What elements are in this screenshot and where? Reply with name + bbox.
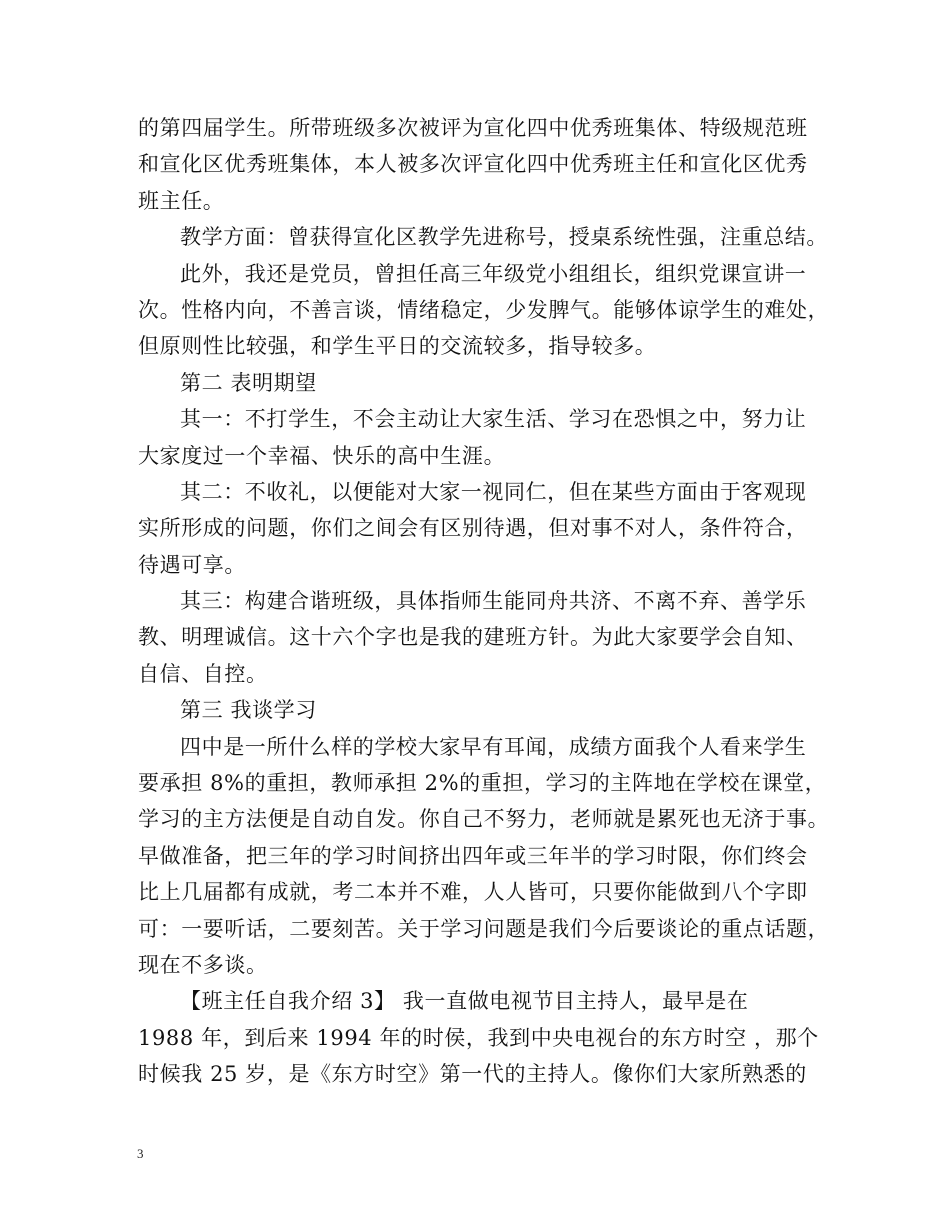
page-number: 3: [137, 1146, 144, 1161]
text-line: 教、明理诚信。这十六个字也是我的建班方针。为此大家要学会自知、: [138, 625, 808, 650]
text-line: 要承担 8%的重担，教师承担 2%的重担，学习的主阵地在学校在课堂，: [138, 771, 827, 796]
section-heading: 第二 表明期望: [180, 370, 317, 395]
text-line: 和宣化区优秀班集体，本人被多次评宣化四中优秀班主任和宣化区优秀: [138, 152, 808, 177]
text-line: 大家度过一个幸福、快乐的高中生涯。: [138, 443, 506, 468]
text-line: 其三：构建合谐班级，具体指师生能同舟共济、不离不弃、善学乐: [180, 589, 807, 614]
text-line: 四中是一所什么样的学校大家早有耳闻，成绩方面我个人看来学生: [180, 734, 807, 759]
text-line: 待遇可享。: [138, 552, 246, 577]
text-line: 但原则性比较强，和学生平日的交流较多，指导较多。: [138, 334, 657, 359]
text-line: 【班主任自我介绍 3】 我一直做电视节目主持人，最早是在: [180, 989, 749, 1014]
text-line: 早做准备，把三年的学习时间挤出四年或三年半的学习时限，你们终会: [138, 843, 808, 868]
text-line: 的第四届学生。所带班级多次被评为宣化四中优秀班集体、特级规范班: [138, 116, 808, 140]
body-text: [138, 110, 828, 1093]
text-line: 其二：不收礼，以便能对大家一视同仁，但在某些方面由于客观现: [180, 479, 807, 504]
text-line: 其一：不打学生，不会主动让大家生活、学习在恐惧之中，努力让: [180, 407, 807, 432]
text-line: 1988 年，到后来 1994 年的时侯，我到中央电视台的东方时空 ，那个: [138, 1025, 819, 1050]
text-line: 教学方面：曾获得宣化区教学先进称号，授桌系统性强，注重总结。: [180, 225, 828, 250]
section-heading: 第三 我谈学习: [180, 698, 317, 723]
text-line: 现在不多谈。: [138, 952, 268, 977]
text-line: 时候我 25 岁，是《东方时空》第一代的主持人。像你们大家所熟悉的: [138, 1062, 807, 1087]
text-line: 此外，我还是党员，曾担任高三年级党小组组长，组织党课宣讲一: [180, 261, 807, 286]
text-line: 自信、自控。: [138, 661, 268, 686]
text-line: 可：一要听话，二要刻苦。关于学习问题是我们今后要谈论的重点话题，: [138, 916, 830, 941]
text-line: 实所形成的问题，你们之间会有区别待遇，但对事不对人，条件符合，: [138, 516, 808, 541]
text-line: 次。性格内向，不善言谈，情绪稳定，少发脾气。能够体谅学生的难处，: [138, 297, 830, 322]
text-line: 比上几届都有成就，考二本并不难，人人皆可，只要你能做到八个字即: [138, 880, 808, 905]
text-line: 班主任。: [138, 188, 225, 213]
text-line: 学习的主方法便是自动自发。你自己不努力，老师就是累死也无济于事。: [138, 807, 830, 832]
